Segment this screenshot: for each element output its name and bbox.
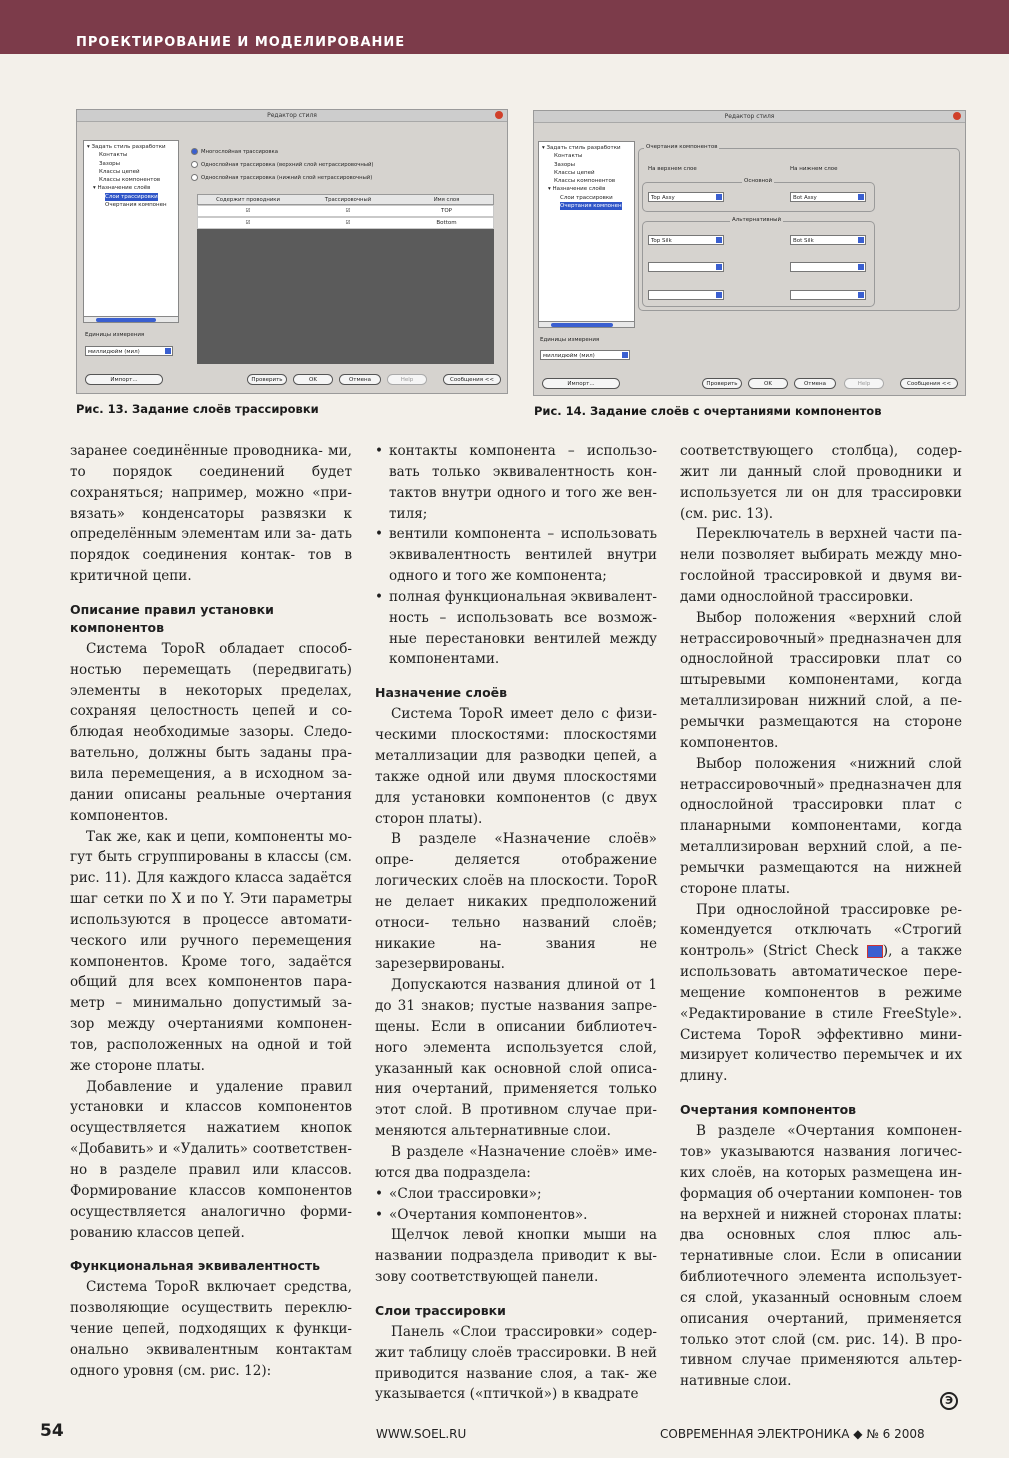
alt-top-select[interactable]: Top Silk [648,235,724,245]
tree-item[interactable]: Классы цепей [99,168,140,175]
dropdown-arrow-icon [858,292,864,298]
heading-component-outlines: Очертания компонентов [680,1102,857,1118]
tree-item[interactable]: ▾ Назначение слоёв [548,186,606,193]
table-row[interactable]: ☑ ☑ TOP [197,205,494,217]
tree-item[interactable]: ▾ Задать стиль разработки [542,145,621,151]
main-group-label: Основной [744,178,773,184]
bottom-layer-label: На нижнем слое [790,166,838,172]
text-column-2 [375,441,657,1405]
paragraph-part: ), а также использовать автоматическое пере- мещение компонентов в режиме «Редактирование в стиле FreeStyle». Система TopoR эффективно мини- мизирует количество перемычек и их длину. [680,943,962,1085]
paragraph: Добавление и удаление правил установки и классов компонентов осуществляется нажатием кнопок «Добавить» и «Удалить» соответствен- но в разделе правил или классов. Формирование классов компонентов осуществляется аналогично форми- рованию классов цепей. [70,1078,352,1241]
dropdown-arrow-icon [858,194,864,200]
units-select[interactable]: миллидюйм (мил) [540,350,630,360]
radio-single-bottom[interactable]: Однослойная трассировка (нижний слой нетрассировочный) [191,174,372,181]
radio-multilayer[interactable]: Многослойная трассировка [191,148,278,155]
heading-functional-equivalence: Функциональная эквивалентность [70,1258,321,1274]
settings-tree [538,141,635,323]
tree-item[interactable]: Классы компонентов [99,177,161,184]
figure-14-screenshot [533,110,966,396]
paragraph: Панель «Слои трассировки» содер- жит таблицу слоёв трассировки. В ней приводится название слоя, а так- же указывается («птичкой») в квадрате [375,1323,657,1403]
page-number: 54 [40,1421,64,1441]
alt-bottom-select-2[interactable] [790,262,866,272]
heading-layer-assignment: Назначение слоёв [375,685,508,701]
alt-top-select-2[interactable] [648,262,724,272]
subsection-list [375,1184,657,1226]
alt-bottom-select-3[interactable] [790,290,866,300]
alt-top-select-3[interactable] [648,290,724,300]
tree-item[interactable]: Контакты [554,153,583,160]
tree-item[interactable]: Контакты [99,152,128,159]
paragraph: Переключатель в верхней части па- нели позволяет выбирать между мно- гослойной трассировкой и двумя ви- дами однослойной трассировки. [680,526,962,605]
tree-item[interactable]: Очертания компонен [105,202,167,209]
main-top-select[interactable]: Top Assy [648,192,724,202]
dropdown-arrow-icon [716,237,722,243]
import-button[interactable]: Импорт... [542,378,620,389]
list-item: • «Очертания компонентов». [375,1205,657,1226]
check-button[interactable]: Проверить [247,374,287,385]
dropdown-arrow-icon [716,264,722,270]
tree-item[interactable]: Зазоры [99,160,121,167]
dropdown-arrow-icon [622,352,628,358]
cancel-button[interactable]: Отмена [794,378,836,389]
alt-group-label: Альтернативный [732,217,782,223]
paragraph: Система TopoR имеет дело с физи- ческими плоскостями: плоскостями металлизации для разводки цепей, а также одной или двумя плоскостями для установки компонентов (с двух сторон платы). [375,706,657,827]
list-item: • контакты компонента – использо- вать только эквивалентность кон- тактов внутри одного и того же вен- тиля; [375,441,657,524]
tree-item[interactable]: ▾ Задать стиль разработки [87,144,166,150]
paragraph: Щелчок левой кнопки мыши на названии подраздела приводит к вы- зову соответствующей панели. [375,1227,657,1286]
equivalence-list [375,441,657,670]
paragraph [680,900,962,1088]
table-empty-area [197,229,494,364]
tree-item[interactable]: Классы компонентов [554,178,616,185]
tree-scrollbar[interactable] [538,321,635,328]
settings-tree [83,140,179,322]
dropdown-arrow-icon [858,237,864,243]
paragraph: соответствующего столбца), содер- жит ли данный слой проводники и используется ли он для трассировки (см. рис. 13). [680,443,962,522]
list-item: • вентили компонента – использовать эквивалентность вентилей внутри одного и того же компонента; [375,524,657,587]
paragraph: Так же, как и цепи, компоненты мо- гут быть сгруппированы в классы (см. рис. 11). Для каждого класса задаётся шаг сетки по X и по Y. Эти параметры используются в процессе автомати- ческого или ручного перемещения компонентов. Кроме того, задаётся общий для всех компонентов пара- метр – минимально допустимый за- зор между очертаниями компонен- тов, расположенных на одной и той же стороне платы. [70,828,352,1074]
window-title: Редактор стиля [267,112,317,119]
paragraph: Система TopoR обладает способ- ностью перемещать (передвигать) элементы в некоторых пределах, сохраняя целостность цепей и со- блюдая необходимые зазоры. Следо- вательно, должны быть заданы пра- вила перемещения, а в исходном за- дании описаны реальные очертания компонентов. [70,640,352,824]
paragraph-part: При однослойной трассировке ре- комендуется отключать «Строгий контроль» (Strict Check [680,901,962,960]
dropdown-arrow-icon [716,292,722,298]
tree-item-selected[interactable]: Очертания компонен [560,203,622,210]
list-item: • полная функциональная эквивалент- ность – использовать все возмож- ные перестановки вентилей между компонентами. [375,587,657,670]
figure-13-caption: Рис. 13. Задание слоёв трассировки [76,402,319,416]
messages-button[interactable]: Сообщения << [900,378,958,389]
dropdown-arrow-icon [165,348,171,354]
heading-component-rules: Описание правил установки компонентов [70,601,274,635]
list-item: • «Слои трассировки»; [375,1184,657,1205]
paragraph: Выбор положения «нижний слой нетрассировочный» предназначен для однослойной трассировки плат с планарными компонентами, когда металлизирован верхний слой, а пе- ремычки размещаются на нижней стороне платы. [680,755,962,897]
import-button[interactable]: Импорт... [85,374,163,385]
top-layer-label: На верхнем слое [648,166,697,172]
text-column-1 [70,441,352,1382]
tree-item[interactable]: Зазоры [554,161,576,168]
dropdown-arrow-icon [716,194,722,200]
figure-13-screenshot [76,109,508,394]
text-column-3 [680,441,962,1392]
dropdown-arrow-icon [858,264,864,270]
check-button[interactable]: Проверить [702,378,742,389]
window-titlebar [534,111,965,123]
journal-logo-icon: Э [940,1392,958,1410]
tree-item[interactable]: Слои трассировки [560,194,613,201]
window-titlebar [77,110,507,122]
paragraph: В разделе «Назначение слоёв» име- ются два подраздела: [375,1144,657,1181]
figure-14-caption: Рис. 14. Задание слоёв с очертаниями компонентов [534,404,882,418]
website-link: WWW.SOEL.RU [376,1427,467,1441]
paragraph: Допускаются названия длиной от 1 до 31 знаков; пустые названия запре- щены. Если в описании библиотеч- ного элемента используется слой, указанный как основной слой описа- ния очертаний, применяется только этот слой. В противном случае при- меняются альтернативные слои. [375,977,657,1140]
section-title: ПРОЕКТИРОВАНИЕ И МОДЕЛИРОВАНИЕ [76,35,406,50]
paragraph: Выбор положения «верхний слой нетрассировочный» предназначен для однослойной трассировки плат со штыревыми компонентами, когда металлизирован нижний слой, а пе- ремычки размещаются на стороне компонентов. [680,609,962,751]
paragraph: заранее соединённые проводника- ми, то порядок соединений будет сохраняться; например, можно «при- вязать» конденсаторы развязки к определённым элементам или за- дать порядок соединения контак- тов в критичной цепи. [70,443,352,585]
tree-scrollbar[interactable] [83,316,179,323]
journal-name: СОВРЕМЕННАЯ ЭЛЕКТРОНИКА ◆ № 6 2008 [660,1427,925,1441]
outline-group-title: Очертания компонентов [646,144,718,150]
units-label: Единицы измерения [540,337,600,343]
units-label: Единицы измерения [85,332,145,338]
help-button[interactable]: Help [387,374,427,385]
tree-item[interactable]: ▾ Назначение слоёв [93,185,151,192]
window-title: Редактор стиля [724,113,775,120]
close-icon[interactable] [495,111,503,119]
alt-bottom-select[interactable]: Bot Silk [790,235,866,245]
radio-single-top[interactable]: Однослойная трассировка (верхний слой нетрассировочный) [191,161,373,168]
heading-routing-layers: Слои трассировки [375,1302,506,1318]
tree-item[interactable]: Классы цепей [554,169,595,176]
help-button[interactable]: Help [844,378,884,389]
units-select[interactable]: миллидюйм (мил) [85,346,173,356]
messages-button[interactable]: Сообщения << [443,374,501,385]
strict-check-icon [867,945,883,958]
close-icon[interactable] [953,112,961,120]
ok-button[interactable]: OK [293,374,333,385]
paragraph: Система TopoR включает средства, позволяющие осуществить переклю- чение цепей, подходящих к функци- онально эквивалентным контактам одного уровня (см. рис. 12): [70,1279,352,1379]
paragraph: В разделе «Назначение слоёв» опре- деляется отображение логических слоёв на плоскости. TopoR не делает никаких предположений относи- тельно названий слоёв; никакие на- звания не зарезервированы. [375,831,657,973]
cancel-button[interactable]: Отмена [339,374,381,385]
ok-button[interactable]: OK [748,378,788,389]
table-row[interactable]: ☑ ☑ Bottom [197,217,494,229]
tree-item-selected[interactable]: Слои трассировки [105,193,158,200]
main-bottom-select[interactable]: Bot Assy [790,192,866,202]
layers-table-header: Содержит проводники Трассировочный Имя слоя [197,194,494,205]
paragraph: В разделе «Очертания компонен- тов» указываются названия логичес- ких слоёв, на которых размещена ин- формация об очертании компонен- тов на верхней и нижней сторонах платы: два основных слоя плюс аль- тернативные слои. Если в описании библиотечного элемента использует- ся слой, указанный основным слоем описания очертаний, применяется только этот слой (см. рис. 14). В про- тивном случае применяются альтер- нативные слои. [680,1123,962,1390]
